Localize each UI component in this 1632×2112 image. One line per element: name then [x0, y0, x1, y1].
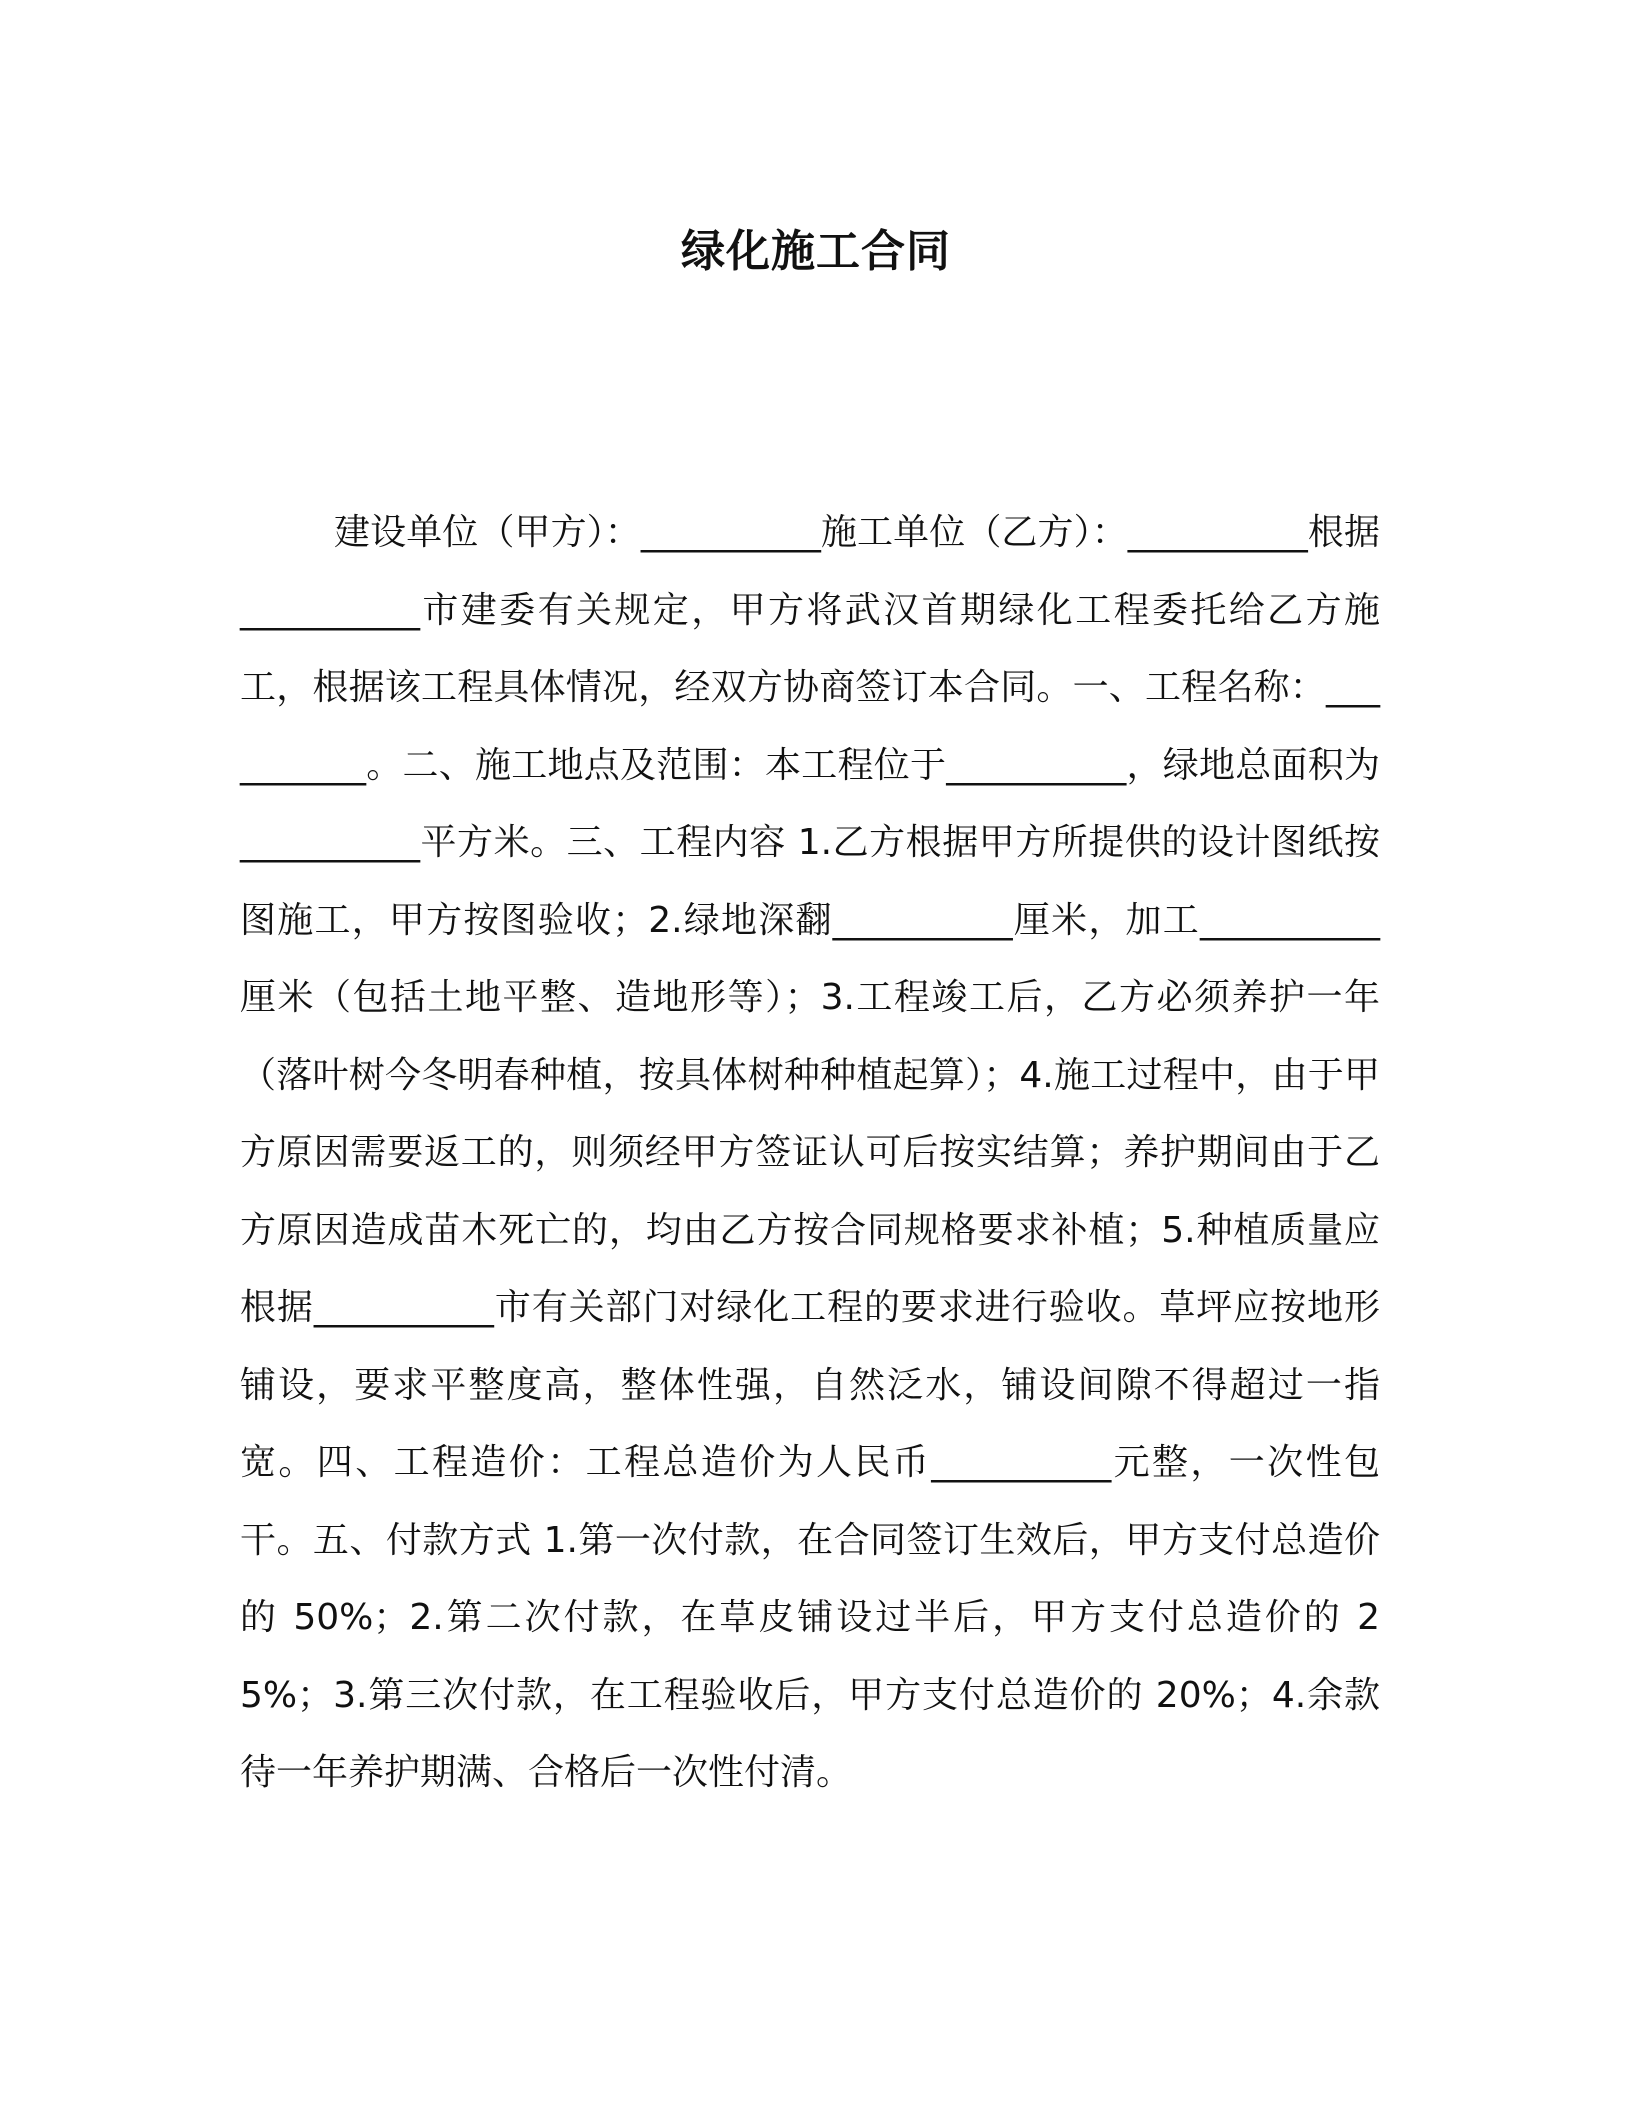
- document-title: 绿化施工合同: [681, 226, 951, 277]
- contract-body-paragraph: 建设单位（甲方）：__________施工单位（乙方）：__________根据__________市建委有关规定，甲方将武汉首期绿化工程委托给乙方施工，根据该工程具体情况，经双方协商签订本合同。一、工程名称：__________。二、施工地点及范围：本工程位于__________，绿地总面积为__________平方米。三、工程内容 1.乙方根据甲方所提供的设计图纸按图施工，甲方按图验收；2.绿地深翻__________厘米，加工__________厘米（包括土地平整、造地形等）；3.工程竣工后，乙方必须养护一年（落叶树今冬明春种植，按具体树种种植起算）；4.施工过程中，由于甲方原因需要返工的，则须经甲方签证认可后按实结算；养护期间由于乙方原因造成苗木死亡的，均由乙方按合同规格要求补植；5.种植质量应根据__________市有关部门对绿化工程的要求进行验收。草坪应按地形铺设，要求平整度高，整体性强，自然泛水，铺设间隙不得超过一指宽。四、工程造价：工程总造价为人民币__________元整，一次性包干。五、付款方式 1.第一次付款，在合同签订生效后，甲方支付总造价的 50%；2.第二次付款，在草皮铺设过半后，甲方支付总造价的 25%；3.第三次付款，在工程验收后，甲方支付总造价的 20%；4.余款待一年养护期满、合格后一次性付清。: [240, 512, 1380, 1793]
